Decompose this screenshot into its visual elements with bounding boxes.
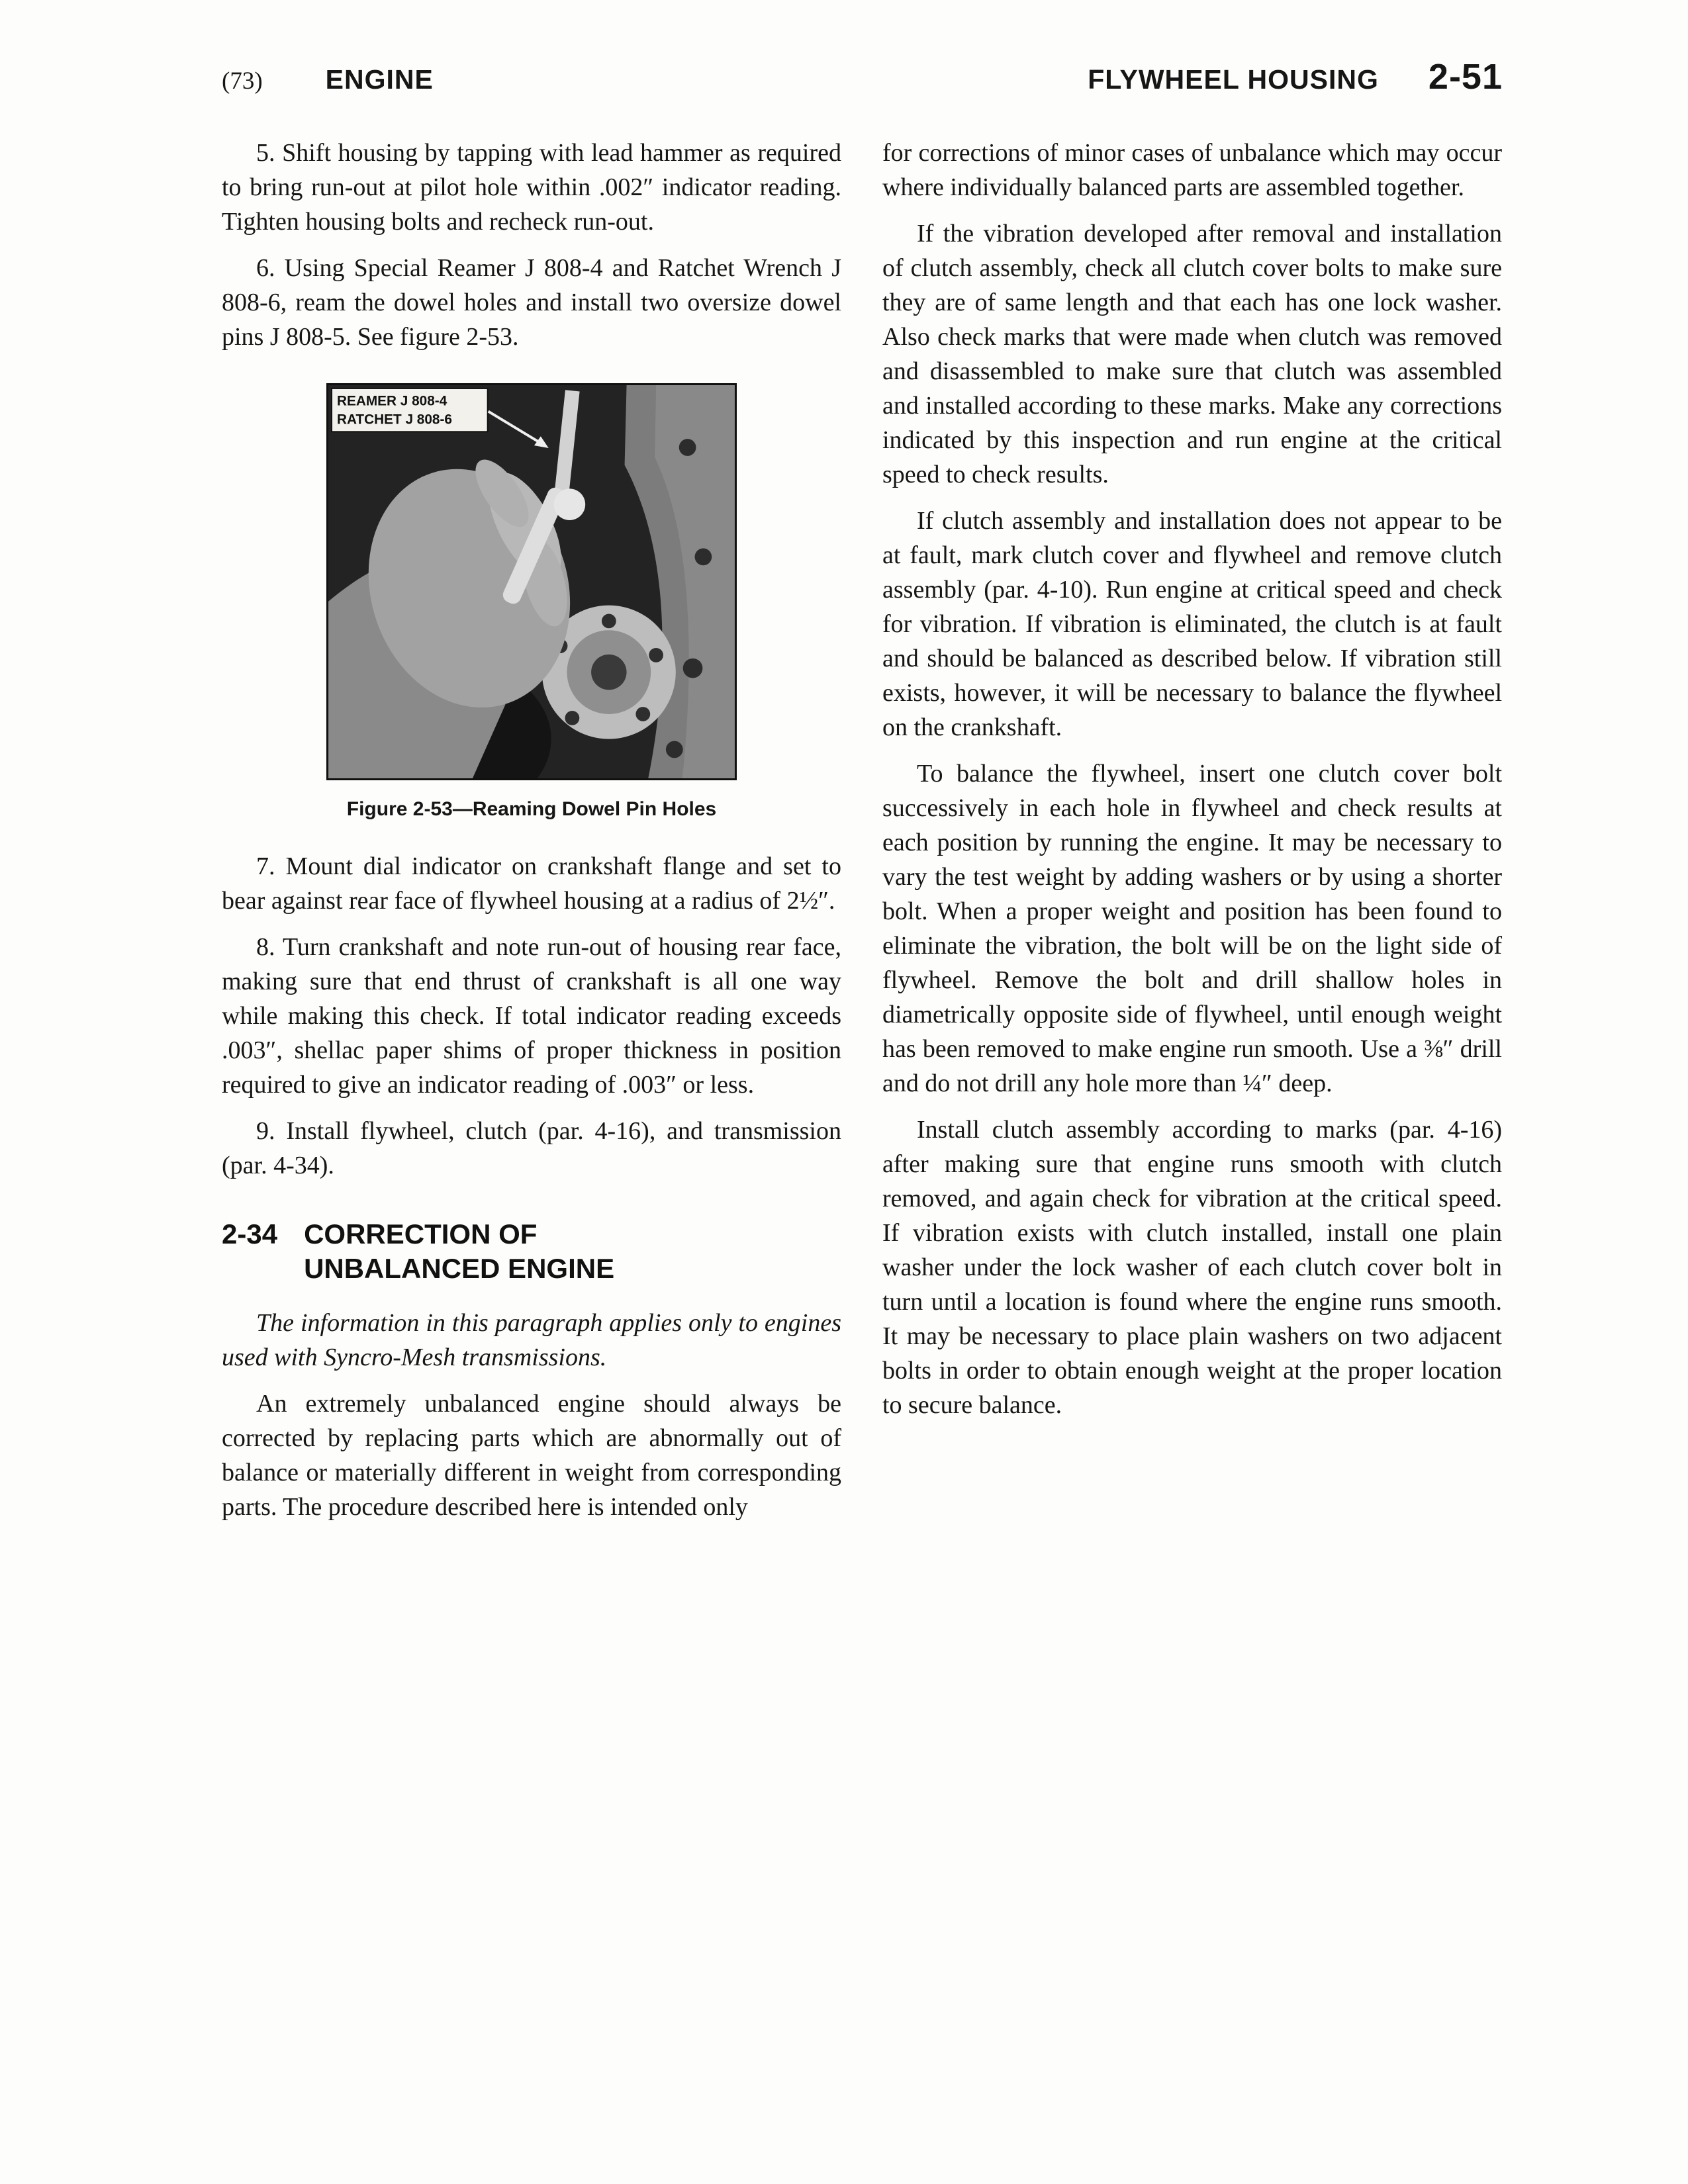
right-column — [882, 136, 1502, 1536]
header-section-engine: ENGINE — [325, 64, 434, 95]
continuation-paragraph: for corrections of minor cases of unbalance which may occur where individually balanced parts are assembled together. — [882, 139, 1502, 201]
step-6-paragraph: 6. Using Special Reamer J 808-4 and Ratchet Wrench J 808-6, ream the dowel holes and install two oversize dowel pins J 808-5. See figure 2-53. — [222, 254, 841, 351]
section-heading-number: 2-34 — [222, 1218, 278, 1250]
figure-2-53 — [222, 383, 841, 821]
ratchet-head — [554, 488, 586, 520]
page-content — [222, 56, 1503, 1536]
page-code: 2-51 — [1428, 57, 1503, 97]
flange-center-hole — [591, 655, 626, 690]
two-column-text — [222, 136, 1503, 1536]
header-left — [222, 64, 434, 95]
install-clutch-balance-paragraph: Install clutch assembly according to marks (par. 4-16) after making sure that engine runs smooth with clutch removed, and again check for vibration at the critical speed. If vibration exists with clutch installed, install one plain washer under the lock washer of each clutch cover bolt in turn until a location is found where the engine runs smooth. It may be necessary to place plain washers on two adjacent bolts in order to obtain enough weight at the proper location to secure balance. — [882, 1116, 1502, 1419]
step-5-paragraph: 5. Shift housing by tapping with lead hammer as required to bring run-out at pilot hole within .002″ indicator reading. Tighten housing bolts and recheck run-out. — [222, 139, 841, 236]
section-heading-2-34 — [222, 1217, 841, 1286]
vibration-after-clutch-paragraph: If the vibration developed after removal and installation of clutch assembly, check all clutch cover bolts to make sure they are of same length and that each has one lock washer. Also check marks that were made when clutch was removed and disassembled to make sure that clutch was assembled and installed according to these marks. Make any corrections indicated by this inspection and run engine at the critical speed to check results. — [882, 220, 1502, 488]
figure-label-reamer: REAMER J 808-4 — [336, 393, 447, 409]
step-7-paragraph: 7. Mount dial indicator on crankshaft flange and set to bear against rear face of flywheel housing at a radius of 2½″. — [222, 852, 841, 915]
page-header — [222, 56, 1503, 97]
dowel-hole — [649, 648, 663, 662]
left-column — [222, 136, 841, 1536]
unbalanced-engine-intro-paragraph: An extremely unbalanced engine should always be corrected by replacing parts which are abnormally out of balance or materially different in weight from corresponding parts. The procedure described here is intended only — [222, 1390, 841, 1521]
housing-bolt-hole — [666, 741, 683, 758]
housing-bolt-hole — [683, 659, 703, 678]
figure-photo-reaming-dowel-pin-holes — [326, 383, 737, 780]
balance-flywheel-paragraph: To balance the flywheel, insert one clutch cover bolt successively in each hole in flywheel and check results at each position by running the engine. It may be necessary to vary the test weight by adding washers or by using a shorter bolt. When a proper weight and position has been found to eliminate the vibration, the bolt will be on the light side of flywheel. Remove the bolt and drill shallow holes in diametrically opposite side of flywheel, until enough weight has been removed to make engine run smooth. Use a ⅜″ drill and do not drill any hole more than ¼″ deep. — [882, 760, 1502, 1097]
step-8-paragraph: 8. Turn crankshaft and note run-out of housing rear face, making sure that end thrust of crankshaft is all one way while making this check. If total indicator reading exceeds .003″, shellac paper shims of proper thickness in position required to give an indicator reading of .003″ or less. — [222, 933, 841, 1099]
clutch-fault-check-paragraph: If clutch assembly and installation does not appear to be at fault, mark clutch cover and flywheel and remove clutch assembly (par. 4-10). Run engine at critical speed and check for vibration. If vibration is eliminated, the clutch is at fault and should be balanced as described below. If vibration still exists, however, it will be necessary to balance the flywheel on the crankshaft. — [882, 507, 1502, 741]
figure-label-ratchet: RATCHET J 808-6 — [336, 412, 452, 428]
section-heading-title: CORRECTION OF UNBALANCED ENGINE — [304, 1218, 615, 1284]
page-number: (73) — [222, 68, 263, 95]
dowel-hole — [635, 707, 650, 721]
italic-note-paragraph: The information in this paragraph applies only to engines used with Syncro-Mesh transmissions. — [222, 1309, 841, 1371]
housing-bolt-hole — [679, 439, 696, 456]
figure-caption: Figure 2-53—Reaming Dowel Pin Holes — [346, 798, 717, 820]
header-section-flywheel-housing: FLYWHEEL HOUSING — [1088, 64, 1379, 95]
housing-bolt-hole — [695, 549, 712, 566]
header-right — [1088, 56, 1503, 97]
step-9-paragraph: 9. Install flywheel, clutch (par. 4-16), and transmission (par. 4-34). — [222, 1117, 841, 1179]
dowel-hole — [565, 711, 579, 725]
dowel-hole — [602, 614, 616, 629]
